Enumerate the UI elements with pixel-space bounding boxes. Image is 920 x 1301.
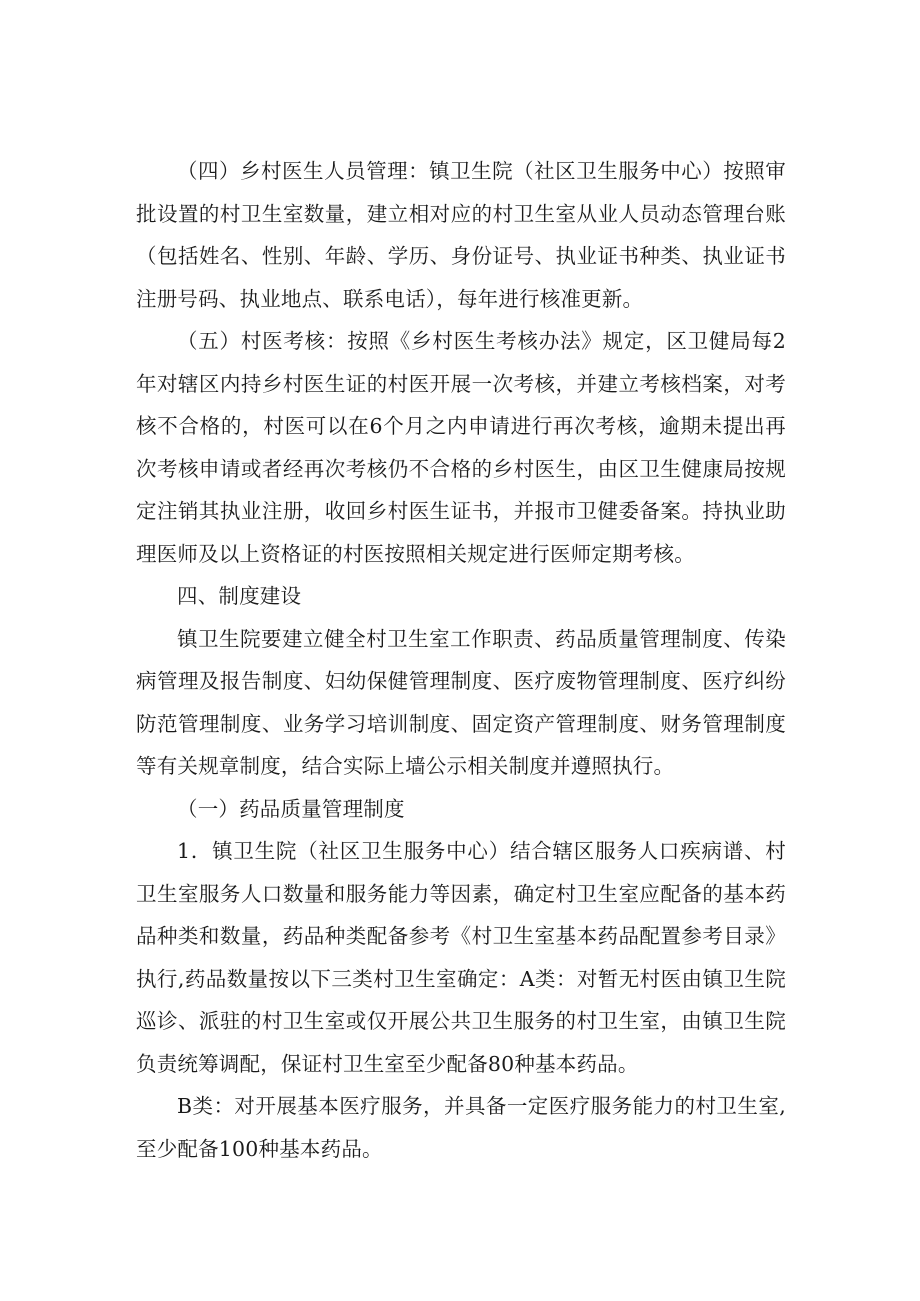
document-body — [136, 150, 786, 1170]
paragraph-village-doctor-management: （四）乡村医生人员管理：镇卫生院（社区卫生服务中心）按照审批设置的村卫生室数量，建立相对应的村卫生室从业人员动态管理台账（包括姓名、性别、年龄、学历、身份证号、执业证书种类、执业证书注册号码、执业地点、联系电话），每年进行核准更新。 — [136, 159, 786, 311]
paragraph-village-doctor-assessment: （五）村医考核：按照《乡村医生考核办法》规定，区卫健局每2年对辖区内持乡村医生证的村医开展一次考核，并建立考核档案，对考核不合格的，村医可以在6个月之内申请进行再次考核，逾期未提出再次考核申请或者经再次考核仍不合格的乡村医生，由区卫生健康局按规定注销其执业注册，收回乡村医生证书，并报市卫健委备案。持执业助理医师及以上资格证的村医按照相关规定进行医师定期考核。 — [136, 329, 786, 566]
section-heading-system-construction: 四、制度建设 — [177, 584, 302, 608]
subsection-heading-drug-quality: （一）药品质量管理制度 — [177, 796, 405, 821]
paragraph-drug-quality-item-1: 1．镇卫生院（社区卫生服务中心）结合辖区服务人口疾病谱、村卫生室服务人口数量和服务能力等因素，确定村卫生室应配备的基本药品种类和数量，药品种类配备参考《村卫生室基本药品配置参考目录》执行,药品数量按以下三类村卫生室确定：A类：对暂无村医由镇卫生院巡诊、派驻的村卫生室或仅开展公共卫生服务的村卫生室，由镇卫生院负责统筹调配，保证村卫生室至少配备80种基本药品。 — [136, 839, 786, 1076]
paragraph-drug-quality-class-b: B类：对开展基本医疗服务，并具备一定医疗服务能力的村卫生室,至少配备100种基本药品。 — [136, 1094, 786, 1161]
paragraph-system-construction: 镇卫生院要建立健全村卫生室工作职责、药品质量管理制度、传染病管理及报告制度、妇幼保健管理制度、医疗废物管理制度、医疗纠纷防范管理制度、业务学习培训制度、固定资产管理制度、财务管理制度等有关规章制度，结合实际上墙公示相关制度并遵照执行。 — [136, 626, 786, 778]
